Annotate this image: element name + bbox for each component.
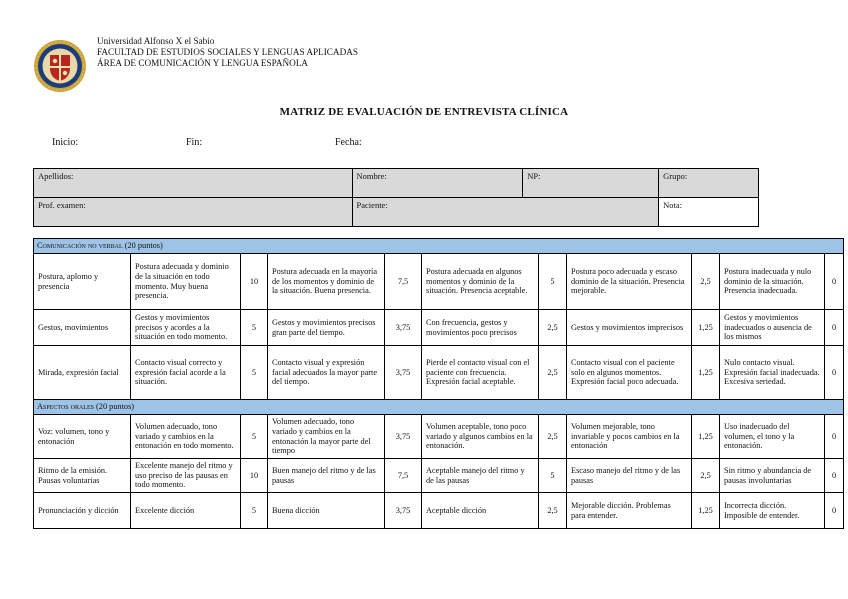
level-score: 0 [825,459,844,493]
level-score: 3,75 [385,493,422,529]
examiner-field[interactable]: Prof. examen: [34,198,353,227]
level-desc: Con frecuencia, gestos y movimientos poco precisos [422,310,539,346]
section-title: Aspectos orales [37,402,94,412]
group-field[interactable]: Grupo: [659,169,759,198]
table-row [34,346,844,400]
level-desc: Excelente manejo del ritmo y uso preciso de las pausas en todo momento. [131,459,241,493]
table-row [34,310,844,346]
np-field[interactable]: NP: [523,169,659,198]
institution-line-area: ÁREA DE COMUNICACIÓN Y LENGUA ESPAÑOLA [97,58,309,68]
level-desc: Volumen mejorable, tono invariable y pocos cambios en la entonación [567,415,692,459]
level-score: 5 [241,310,268,346]
level-score: 2,5 [692,254,720,310]
level-desc: Pierde el contacto visual con el paciente con frecuencia. Expresión facial aceptable. [422,346,539,400]
level-desc: Gestos y movimientos inadecuados o ausencia de los mismos [720,310,825,346]
level-score: 1,25 [692,310,720,346]
section-points: (20 puntos) [124,241,163,251]
level-score: 7,5 [385,459,422,493]
section-header-oral [34,400,844,415]
level-score: 2,5 [539,493,567,529]
level-score: 3,75 [385,310,422,346]
level-desc: Incorrecta dicción. Imposible de entender. [720,493,825,529]
level-desc: Contacto visual y expresión facial adecuados la mayor parte del tiempo. [268,346,385,400]
level-desc: Sin ritmo y abundancia de pausas involuntarias [720,459,825,493]
criterion-cell: Gestos, movimientos [34,310,131,346]
section-title: Comunicación no verbal [37,241,123,251]
level-desc: Postura adecuada en la mayoría de los momentos y dominio de la situación. Buena presencia. [268,254,385,310]
page-title: MATRIZ DE EVALUACIÓN DE ENTREVISTA CLÍNICA [279,106,569,118]
start-label: Inicio: [52,137,79,148]
level-desc: Nulo contacto visual. Expresión facial inadecuada. Excesiva seriedad. [720,346,825,400]
level-desc: Aceptable dicción [422,493,539,529]
end-label: Fin: [186,137,203,148]
student-info-table [33,168,759,227]
grade-field[interactable]: Nota: [659,198,759,227]
patient-field[interactable]: Paciente: [352,198,659,227]
level-desc: Escaso manejo del ritmo y de las pausas [567,459,692,493]
table-row [34,415,844,459]
level-desc: Postura adecuada en algunos momentos y dominio de la situación. Presencia aceptable. [422,254,539,310]
level-score: 3,75 [385,346,422,400]
level-score: 1,25 [692,415,720,459]
level-desc: Uso inadecuado del volumen, el tono y la entonación. [720,415,825,459]
level-desc: Gestos y movimientos imprecisos [567,310,692,346]
level-desc: Volumen adecuado, tono variado y cambios en la entonación la mayor parte del tiempo [268,415,385,459]
level-desc: Contacto visual con el paciente solo en algunos momentos. Expresión facial poco adecuada. [567,346,692,400]
level-desc: Aceptable manejo del ritmo y de las pausas [422,459,539,493]
level-score: 5 [241,493,268,529]
level-desc: Mejorable dicción. Problemas para entender. [567,493,692,529]
criterion-cell: Ritmo de la emisión. Pausas voluntarias [34,459,131,493]
level-desc: Excelente dicción [131,493,241,529]
institution-block [97,36,358,69]
criterion-cell: Pronunciación y dicción [34,493,131,529]
table-row [34,254,844,310]
university-seal-icon [33,39,87,93]
level-score: 0 [825,346,844,400]
section-header-nonverbal [34,239,844,254]
level-score: 0 [825,254,844,310]
level-score: 5 [241,415,268,459]
level-score: 3,75 [385,415,422,459]
level-score: 10 [241,254,268,310]
level-score: 5 [539,459,567,493]
section-points: (20 puntos) [96,402,135,412]
institution-line-university: Universidad Alfonso X el Sabio [97,36,215,46]
level-score: 7,5 [385,254,422,310]
level-score: 2,5 [539,346,567,400]
name-field[interactable]: Nombre: [352,169,523,198]
level-score: 2,5 [692,459,720,493]
level-desc: Gestos y movimientos precisos y acordes a la situación en todo momento. [131,310,241,346]
surname-field[interactable]: Apellidos: [34,169,353,198]
criterion-cell: Voz: volumen, tono y entonación [34,415,131,459]
level-score: 0 [825,493,844,529]
institution-line-faculty: FACULTAD DE ESTUDIOS SOCIALES Y LENGUAS APLICADAS [97,47,358,57]
table-row [34,493,844,529]
level-score: 10 [241,459,268,493]
level-score: 5 [539,254,567,310]
level-desc: Buena dicción [268,493,385,529]
level-score: 1,25 [692,346,720,400]
level-score: 0 [825,415,844,459]
level-desc: Postura adecuada y dominio de la situación en todo momento. Muy buena presencia. [131,254,241,310]
level-desc: Postura inadecuada y nulo dominio de la situación. Presencia inadecuada. [720,254,825,310]
level-desc: Contacto visual correcto y expresión facial acorde a la situación. [131,346,241,400]
level-desc: Gestos y movimientos precisos gran parte del tiempo. [268,310,385,346]
criterion-cell: Postura, aplomo y presencia [34,254,131,310]
level-desc: Buen manejo del ritmo y de las pausas [268,459,385,493]
level-desc: Volumen adecuado, tono variado y cambios en la entonación en todo momento. [131,415,241,459]
level-score: 0 [825,310,844,346]
level-desc: Postura poco adecuada y escaso dominio de la situación. Presencia mejorable. [567,254,692,310]
level-score: 2,5 [539,310,567,346]
level-score: 2,5 [539,415,567,459]
document-header [33,36,813,96]
criterion-cell: Mirada, expresión facial [34,346,131,400]
level-score: 1,25 [692,493,720,529]
evaluation-matrix [33,238,844,529]
table-row [34,459,844,493]
level-desc: Volumen aceptable, tono poco variado y algunos cambios en la entonación. [422,415,539,459]
level-score: 5 [241,346,268,400]
date-label: Fecha: [335,137,362,148]
